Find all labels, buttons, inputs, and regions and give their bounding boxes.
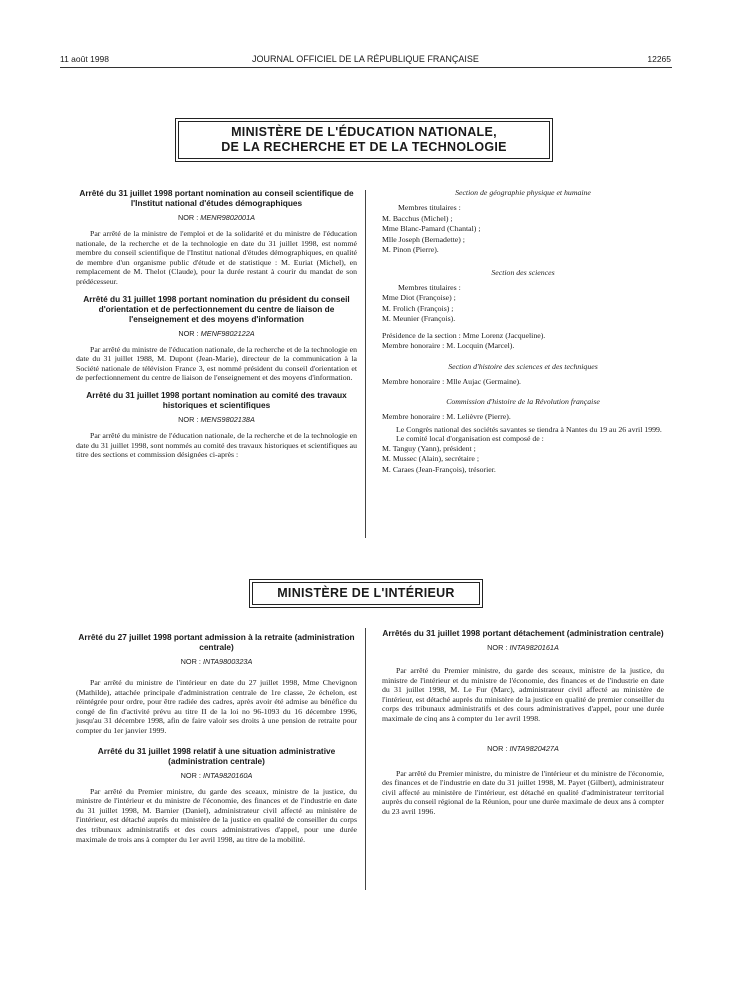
ministry-education-line2: DE LA RECHERCHE ET DE LA TECHNOLOGIE — [221, 140, 507, 154]
decree-title: Arrêté du 31 juillet 1998 relatif à une situation administrative (administration centrale) — [97, 745, 336, 766]
nor-ref: NOR : MENS9802138A — [178, 414, 255, 424]
member-item: Mlle Joseph (Bernadette) ; — [382, 234, 465, 244]
decree-body: Par arrêté du ministre de l'éducation nationale, de la recherche et de la technologie en date du 31 juillet 1998, sont nommés au comité des travaux historiques et scientifiques au titre des sections et commission désignées ci-après : — [76, 430, 357, 460]
decree-block — [76, 632, 357, 736]
section-title: Section d'histoire des sciences et des techniques — [448, 361, 598, 371]
education-right-column — [382, 180, 664, 475]
ministry-interieur-name: MINISTÈRE DE L'INTÉRIEUR — [277, 586, 455, 600]
nor-ref: NOR : INTA9820160A — [180, 770, 253, 780]
decree-block — [76, 746, 357, 845]
column-divider — [365, 190, 366, 538]
honoraire-line: Membre honoraire : Mlle Aujac (Germaine). — [382, 376, 521, 386]
decree-title: Arrêtés du 31 juillet 1998 portant détachement (administration centrale) — [382, 628, 664, 638]
honoraire-line: Membre honoraire : M. Locquin (Marcel). — [382, 341, 515, 350]
nor-ref: NOR : INTA9820427A — [487, 743, 559, 753]
decree-title: Arrêté du 31 juillet 1998 portant nomination au conseil scientifique de l'Institut national d'études démographiques — [79, 188, 354, 208]
decree-body: Par arrêté du Premier ministre, du garde des sceaux, ministre de la justice, du ministre de l'intérieur et du ministre de l'économie, des finances et de l'industrie en date du 31 juillet 1998, M. Le Fur (Marc), administrateur civil affecté au ministère de l'intérieur, est détaché auprès du ministère de la justice en qualité de premier conseiller du corps des tribunaux administratifs et des cours administratives d'appel, pour une durée maximale de cinq ans à compter du 1er avril 1998. — [382, 666, 664, 723]
ministry-education-line1: MINISTÈRE DE L'ÉDUCATION NATIONALE, — [231, 125, 497, 139]
section-title: Section des sciences — [491, 267, 555, 277]
nor-ref: NOR : MENR9802001A — [177, 213, 256, 222]
comite-text: Le comité local d'organisation est composé de : — [396, 434, 544, 444]
education-left-column — [76, 188, 357, 467]
decree-title: Arrêté du 31 juillet 1998 portant nomination au comité des travaux historiques et scientifiques — [86, 389, 347, 410]
decree-body: Par arrêté du Premier ministre, du garde des sceaux, ministre de la justice, du ministre de l'intérieur et du ministre de l'économie, des finances et de l'industrie en date du 31 juillet 1998, M. Barnier (Daniel), administrateur civil affecté au ministère de l'intérieur, est détaché auprès du ministère de la justice en qualité de conseiller du corps des tribunaux administratifs et des cours administratives d'appel, pour une durée maximale de trois ans à compter du 1er avril 1998, au titre de la mobilité. — [76, 786, 357, 844]
honoraire-line: Membre honoraire : M. Lelièvre (Pierre). — [382, 412, 511, 421]
member-item: M. Mussec (Alain), secrétaire ; — [382, 454, 479, 464]
decree-block — [76, 188, 357, 287]
header-rule — [60, 67, 672, 68]
member-item: M. Caraes (Jean-François), trésorier. — [382, 464, 496, 474]
decree-body: Par arrêté du ministre de l'intérieur en date du 27 juillet 1998, Mme Chevignon (Mathilde), attachée principale d'administration centrale de 1re classe, 2e échelon, est réintégrée pour ordre, pour être radiée des cadres, après avoir été admise au bénéfice du congé de fin d'activité prévu au titre II de la loi no 96-1093 du 16 décembre 1996, jusqu'au 31 décembre 1998, afin de faire valoir ses droits à une pension de retraite pour compter du 1er janvier 1999. — [76, 678, 357, 735]
congres-text: Le Congrès national des sociétés savantes se tiendra à Nantes du 19 au 26 avril 1999. — [396, 424, 662, 434]
member-item: M. Tanguy (Yann), président ; — [382, 443, 476, 453]
ministry-interieur-box — [249, 579, 483, 608]
journal-title: JOURNAL OFFICIEL DE LA RÉPUBLIQUE FRANÇAISE — [252, 54, 479, 64]
page-date: 11 août 1998 — [60, 54, 109, 64]
column-divider — [365, 628, 366, 890]
decree-body: Par arrêté du Premier ministre, du ministre de l'intérieur et du ministre de l'économie, des finances et de l'industrie en date du 31 juillet 1998, M. Payet (Gilbert), administrateur civil affecté au ministère de l'intérieur, est détaché en qualité d'administrateur territorial auprès du conseil régional de la Réunion, pour une durée maximale de deux ans à compter du 23 avril 1996. — [382, 768, 664, 816]
interieur-left-column — [76, 632, 357, 851]
page-number: 12265 — [647, 54, 671, 64]
members-label: Membres titulaires : — [398, 282, 461, 292]
member-item: M. Frolich (François) ; — [382, 303, 454, 313]
decree-block — [76, 294, 357, 383]
ministry-education-box — [175, 118, 553, 162]
section-title: Commission d'histoire de la Révolution française — [446, 397, 600, 406]
decree-block — [76, 390, 357, 460]
interieur-right-column — [382, 628, 664, 824]
decree-title: Arrêté du 31 juillet 1998 portant nomination du président du conseil d'orientation et de perfectionnement du centre de liaison de l'enseignement et des moyens d'information — [83, 293, 350, 324]
member-item: Mme Blanc-Pamard (Chantal) ; — [382, 224, 481, 233]
nor-ref: NOR : INTA9820161A — [487, 643, 559, 652]
decree-body: Par arrêté du ministre de l'éducation nationale, de la recherche et de la technologie en date du 31 juillet 1988, M. Dupont (Jean-Marie), directeur de la communication à la Société nationale de télévision France 3, est nommé président du conseil d'orientation et de perfectionnement du centre de liaison de l'enseignement et des moyens d'information. — [76, 344, 357, 383]
members-label: Membres titulaires : — [398, 203, 461, 212]
nor-ref: NOR : MENF9802122A — [178, 328, 255, 338]
presidence-line: Présidence de la section : Mme Lorenz (Jacqueline). — [382, 330, 546, 340]
member-item: M. Pinon (Pierre). — [382, 245, 439, 254]
member-item: Mme Diot (Françoise) ; — [382, 293, 456, 302]
member-item: M. Meunier (François). — [382, 314, 456, 323]
decree-body: Par arrêté de la ministre de l'emploi et de la solidarité et du ministre de l'éducation nationale, de la recherche et de la technologie en date du 31 juillet 1998, est nommé membre du conseil scientifique de l'Institut national d'études démographiques, en qualité de membre d'un organisme public d'étude et de statistique : M. Euriat (Michel), en remplacement de M. Thelot (Claude), pour la durée restant à courir du mandat de son prédécesseur. — [76, 229, 357, 286]
nor-ref: NOR : INTA9800323A — [180, 657, 253, 666]
member-item: M. Bacchus (Michel) ; — [382, 213, 453, 223]
decree-title: Arrêté du 27 juillet 1998 portant admission à la retraite (administration centrale) — [78, 632, 355, 652]
section-title: Section de géographie physique et humaine — [455, 188, 591, 197]
